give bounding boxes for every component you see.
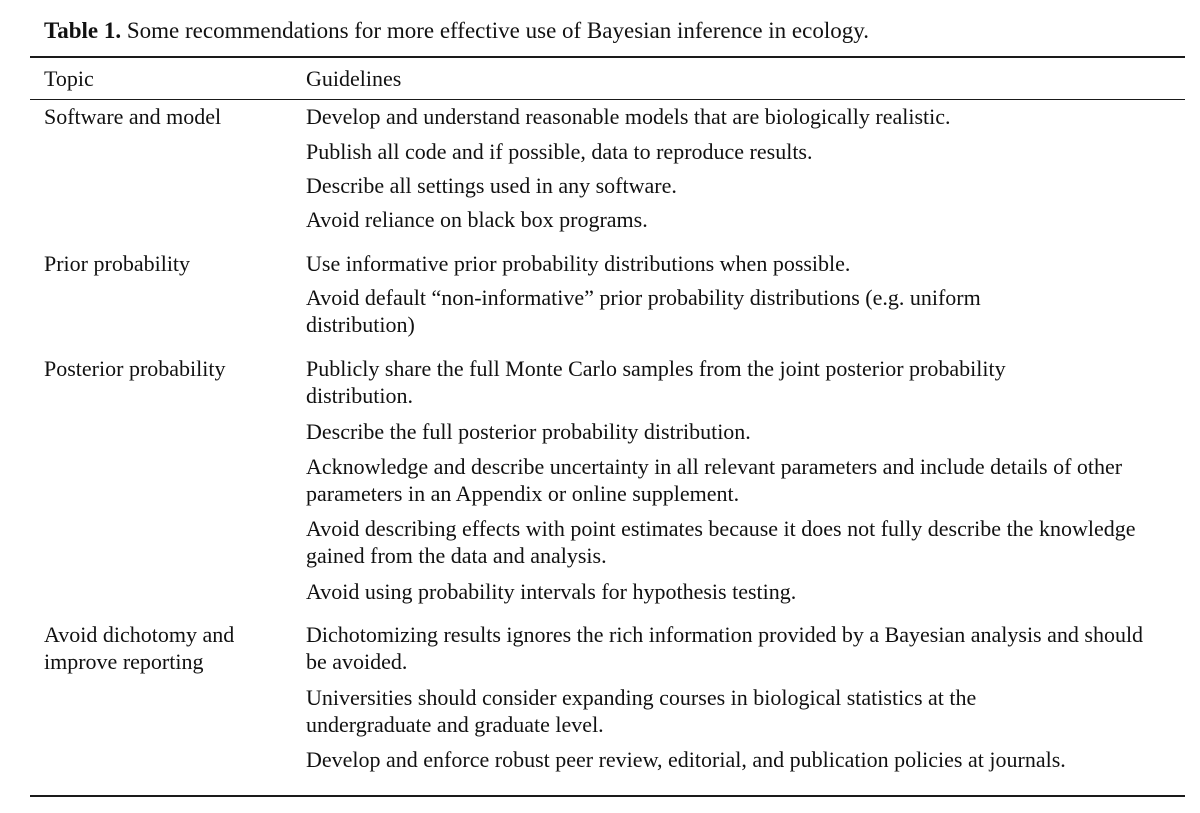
guideline-item: Avoid using probability intervals for hypothesis testing. (306, 579, 797, 604)
table-top-rule (30, 56, 1185, 58)
table-caption-text: Some recommendations for more effective use of Bayesian inference in ecology. (121, 18, 869, 43)
row-topic-software-and-model: Software and model (44, 104, 222, 129)
guideline-item: Develop and understand reasonable models that are biologically realistic. (306, 104, 951, 129)
table-bottom-rule (30, 795, 1185, 797)
row-topic-avoid-dichotomy: Avoid dichotomy and improve reporting (44, 622, 235, 674)
guideline-item: Publish all code and if possible, data to reproduce results. (306, 139, 813, 164)
guideline-item: Avoid default “non-informative” prior probability distributions (e.g. uniform distribution) (306, 285, 981, 337)
row-topic-prior-probability: Prior probability (44, 251, 191, 276)
guideline-item: Develop and enforce robust peer review, editorial, and publication policies at journals. (306, 747, 1066, 772)
table-header-rule (30, 99, 1185, 100)
table-caption (44, 14, 869, 48)
header-topic: Topic (44, 66, 94, 91)
guideline-item: Universities should consider expanding courses in biological statistics at the undergraduate and graduate level. (306, 685, 977, 737)
guideline-item: Describe all settings used in any software. (306, 173, 677, 198)
guideline-item: Describe the full posterior probability distribution. (306, 419, 751, 444)
guideline-item: Avoid reliance on black box programs. (306, 207, 648, 232)
guideline-item: Avoid describing effects with point estimates because it does not fully describe the knowledge gained from the data and analysis. (306, 516, 1136, 568)
guideline-item: Acknowledge and describe uncertainty in all relevant parameters and include details of other parameters in an Appendix or online supplement. (306, 454, 1123, 506)
header-guidelines: Guidelines (306, 66, 402, 91)
table-caption-label: Table 1. (44, 18, 122, 43)
row-topic-posterior-probability: Posterior probability (44, 356, 226, 381)
guideline-item: Publicly share the full Monte Carlo samples from the joint posterior probability distribution. (306, 356, 1006, 408)
guideline-item: Use informative prior probability distributions when possible. (306, 251, 851, 276)
guideline-item: Dichotomizing results ignores the rich information provided by a Bayesian analysis and should be avoided. (306, 622, 1144, 674)
